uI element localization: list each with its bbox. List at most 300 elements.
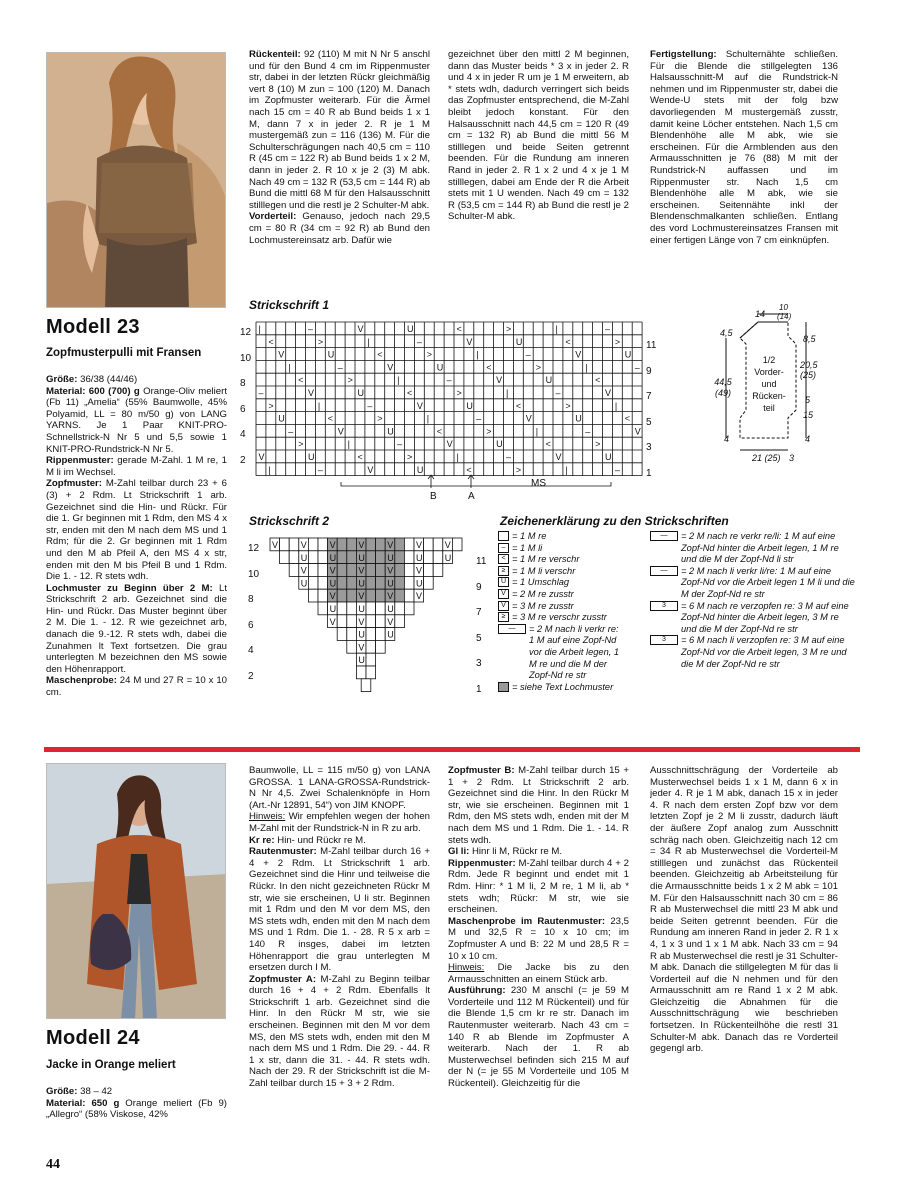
legend-text: = 1 M li verschr [512, 565, 576, 576]
stitch-symbol: < [515, 400, 522, 411]
legend-text: = 3 M re zusstr [512, 600, 574, 611]
stitch-symbol: | [426, 413, 430, 424]
schema-label-14b: (14) [777, 312, 792, 321]
stitch-symbol: V [358, 565, 365, 576]
schema-label-15: 15 [803, 410, 814, 420]
stitch-symbol: V [358, 591, 365, 602]
stitch-cell [308, 551, 318, 564]
legend-text: = siehe Text Lochmuster [512, 681, 614, 692]
stitch-cell [424, 576, 434, 589]
stitch-cell [424, 538, 434, 551]
stitch-cell [366, 602, 376, 615]
stitch-cell [376, 551, 386, 564]
paragraph-text: M-Zahl teilbar durch 4 + 2 Rdm. Jede R beginnt und endet mit 1 Rdm. Hinr: * 1 M li, 2 M re, 1 M li, ab * stets wdh; Rückr: M str, wie sie erscheinen. [448, 857, 629, 916]
stitch-symbol: > [317, 336, 324, 347]
stitch-symbol: V [555, 452, 562, 462]
stitch-symbol: < [268, 336, 274, 347]
stitch-cell [366, 589, 376, 602]
stitch-symbol: V [387, 616, 394, 627]
stitch-symbol: U [329, 604, 337, 614]
stitch-cell [366, 538, 376, 551]
legend-right [650, 531, 855, 670]
row-number: 5 [646, 416, 652, 428]
stitch-symbol: U [436, 362, 444, 373]
stitch-cell [308, 538, 318, 551]
paragraph: Ausschnittschrägung der Vorderteile ab Musterwechsel beids 1 x 1 M, dann 6 x in jeder 4. R je 1 M abk, danach 15 x in jeder 4. R nach dem ersten Zopf bzw vor dem letzten Zopf je 2 M li zusstr, dadurch läuft der äußere Zopf analog zum Ausschnitt schräg nach oben. Gleichzeitig nach 12 cm = 34 R ab Musterwechsel die Vorderteil-M stilllegen und zunächst das Rückenteil beenden. Gleichzeitig ab Arbeitsteilung für die Armausschnitte beids 1 x 2 M abk = 101 M. Für den Halsausschnitt nach 30 cm = 86 R ab Musterwechsel die mittl 23 M abk und beide Seiten getrennt beenden. Für die Rundung am inneren Rand in jeder 2. R 1 x 4, 1 x 3 und 1 x 1 M abk. Nach 33 cm = 94 R ab Musterwechsel die restl je 31 Schulter-M abk. Danach die stillgelegten M für das li Vorderteil auf die N nehmen und für den Armausschnitt am re Rand 1 x 2 M abk. Gleichzeitig die Abnahmen für die Ausschnittschrägung wie beschrieben fortsetzen. In Rückenteilhöhe die restl 31 Schulter-M abk. Danach das re Vorderteil gegengl arb. [650, 765, 838, 1055]
stitch-symbol: > [268, 400, 274, 411]
model-23-text-col1 [249, 49, 430, 281]
legend-text: = 3 M re verschr zusstr [512, 612, 607, 623]
model-23-subtitle: Zopfmusterpulli mit Fransen [46, 347, 202, 359]
paragraph [46, 1086, 227, 1098]
model-24-figure [47, 764, 226, 1019]
stitch-cell [366, 564, 376, 577]
stitch-symbol: – [416, 336, 422, 347]
stitch-symbol: U [466, 400, 473, 411]
stitch-cell [318, 551, 328, 564]
chart-2-grid [262, 534, 482, 694]
paragraph-text: Orange-Oliv meliert (Fb 11) „Amelia“ (55% Baumwolle, 45% Polyamid, LL = 80 m/50 g) von LANG YARNS. Je 1 Paar KNIT-PRO-Schnellstrick-N Nr 5 und 5,5 sowie 1 KNIT-PRO-Rundstrick-N Nr 5. [46, 385, 227, 455]
stitch-symbol: U [327, 349, 335, 360]
stitch-cell [347, 576, 357, 589]
stitch-cell [337, 564, 347, 577]
chart-1-ms-label: MS [531, 478, 546, 489]
stitch-cell [356, 666, 366, 679]
model-24-text-col1 [249, 765, 430, 1145]
stitch-symbol: V [308, 388, 315, 398]
stitch-symbol: | [614, 400, 618, 411]
legend-symbol [498, 682, 509, 692]
stitch-symbol: < [486, 362, 492, 373]
chart-1-arrow-a: A [468, 491, 475, 502]
stitch-symbol: > [506, 324, 512, 334]
stitch-cell [404, 589, 414, 602]
row-number: 6 [248, 619, 254, 631]
paragraph [448, 985, 629, 1089]
legend-entry [650, 601, 855, 636]
stitch-cell [308, 564, 318, 577]
row-number: 10 [248, 568, 260, 580]
paragraph-heading: Zopfmuster B: [448, 765, 515, 776]
stitch-symbol: U [515, 336, 523, 347]
paragraph [249, 974, 430, 1090]
stitch-symbol: U [387, 552, 394, 563]
stitch-symbol: > [486, 426, 492, 437]
legend-symbol: — [650, 566, 678, 576]
paragraph-heading: Rippenmuster: [46, 455, 114, 467]
stitch-symbol: U [278, 413, 285, 424]
row-number: 6 [240, 403, 246, 415]
stitch-symbol: < [377, 349, 383, 360]
legend-symbol: ≥ [498, 612, 509, 622]
stitch-symbol: | [367, 336, 370, 347]
stitch-cell [361, 679, 371, 692]
stitch-symbol: > [347, 375, 353, 386]
stitch-symbol: V [496, 375, 503, 386]
stitch-cell [289, 551, 299, 564]
paragraph-heading: Zopfmuster A: [249, 973, 317, 985]
stitch-cell [337, 589, 347, 602]
schema-label-10: 10 [779, 303, 788, 312]
legend-symbol: U [498, 577, 509, 587]
stitch-symbol: U [416, 578, 423, 589]
stitch-symbol: < [407, 388, 413, 398]
stitch-symbol: V [446, 439, 453, 450]
stitch-symbol: > [456, 388, 462, 398]
stitch-symbol: U [387, 604, 394, 614]
stitch-symbol: V [387, 362, 394, 373]
row-number: 12 [240, 327, 252, 338]
legend-text: = 2 M re zusstr [512, 588, 574, 599]
stitch-cell [289, 538, 299, 551]
stitch-symbol: | [347, 439, 350, 450]
stitch-symbol: – [317, 464, 323, 475]
stitch-symbol: | [476, 349, 479, 360]
stitch-symbol: – [525, 349, 531, 360]
stitch-cell [366, 576, 376, 589]
chart-2-right-rows [476, 549, 486, 703]
stitch-symbol: | [565, 464, 568, 475]
paragraph [46, 478, 227, 582]
stitch-cell [347, 589, 357, 602]
stitch-symbol: V [416, 540, 423, 550]
legend-text: = 6 M nach re verzopfen re: 3 M auf eine Zopf-Nd hinter die Arbeit legen, 3 M re und die M der Zopf-Nd re str [681, 600, 849, 634]
paragraph [448, 846, 629, 858]
paragraph [46, 455, 227, 478]
stitch-cell [347, 602, 357, 615]
model-24-specs [46, 1086, 227, 1146]
stitch-symbol: – [308, 324, 314, 334]
stitch-symbol: U [358, 552, 365, 563]
stitch-cell [424, 551, 434, 564]
legend-left [498, 531, 626, 693]
stitch-symbol: U [387, 426, 394, 437]
model-23-text-col2 [448, 49, 629, 281]
paragraph-text: Lt Strickschrift 2 arb. Gezeichnet sind die Hin- und Rückr. Das Muster beginnt über 2 M. Die 1. - 12. R wie gezeichnet arb, danach die 9.-12. R stets wdh, dabei die Zunahmen lt Text fortsetzen. Die grau unterlegten M bezeichnen den MS sowie den Höhenrapport. [46, 582, 227, 675]
stitch-symbol: V [300, 540, 307, 550]
paragraph-heading: Rippenmuster: [448, 857, 516, 869]
legend-text: = 1 M re verschr [512, 554, 580, 565]
paragraph [249, 49, 430, 211]
stitch-cell [366, 551, 376, 564]
paragraph-heading: Ausführung: [448, 985, 506, 997]
stitch-cell [404, 551, 414, 564]
paragraph [249, 765, 430, 811]
stitch-symbol: > [614, 336, 621, 347]
stitch-symbol: – [634, 362, 640, 373]
legend-symbol [498, 531, 509, 541]
stitch-symbol: | [288, 362, 291, 373]
model-23-photo [46, 52, 226, 308]
legend-symbol: V [498, 589, 509, 599]
stitch-symbol: | [555, 324, 558, 334]
legend-text: = 1 M re [512, 531, 547, 541]
paragraph-heading: Rautenmuster: [249, 846, 317, 858]
row-number: 7 [646, 391, 652, 403]
stitch-symbol: V [337, 426, 344, 437]
stitch-cell [347, 640, 357, 653]
stitch-symbol: V [272, 540, 279, 550]
stitch-symbol: < [298, 375, 304, 386]
stitch-symbol: V [387, 565, 394, 576]
stitch-cell [376, 628, 386, 641]
stitch-symbol: – [605, 324, 611, 334]
paragraph-text: gerade M-Zahl. 1 M re, 1 M li im Wechsel. [46, 455, 227, 478]
chart-1-grid [236, 318, 666, 508]
stitch-symbol: V [358, 540, 365, 550]
legend-entry [498, 543, 626, 555]
legend-text: = 6 M nach li verzopfen re: 3 M auf eine Zopf-Nd vor die Arbeit legen, 3 M re und die M der Zopf-Nd re str [681, 635, 847, 669]
paragraph-text: 24 M und 27 R = 10 x 10 cm. [46, 675, 227, 699]
stitch-cell [318, 602, 328, 615]
legend-entry [650, 531, 855, 566]
paragraph-text: Baumwolle, LL = 115 m/50 g) von LANA GROSSA. 1 LANA-GROSSA-Rundstrick-N Nr 4,5. Zwei Schalenknöpfe in Horn (Art.-Nr 12891, 54“) von JIM KNOPF. [249, 765, 430, 811]
stitch-cell [433, 538, 443, 551]
stitch-cell [280, 551, 290, 564]
stitch-cell [280, 538, 290, 551]
stitch-symbol: V [258, 452, 265, 462]
legend-entry [650, 635, 855, 670]
stitch-cell [366, 628, 376, 641]
stitch-symbol: V [444, 540, 451, 550]
row-number: 2 [248, 670, 254, 682]
stitch-cell [404, 576, 414, 589]
paragraph-text: M-Zahl teilbar durch 16 + 4 + 2 Rdm. Lt Strickschrift 1 arb. Gezeichnet sind die Hinr und teilweise die Rückr. In den nicht gezeichneten Rückr M str, wie sie erscheinen, U li str. Beginnen mit 1 Rdm und den M vor dem MS, den MS stets wdh, enden mit den M nach dem MS und 1 Rdm. Die 1. - 28. R 5 x arb = 140 R insges, dabei im letzten Höhenrapport die grau unterlegten M ersetzen durch I M. [249, 846, 430, 974]
paragraph-text: 36/38 (44/46) [77, 374, 138, 385]
stitch-symbol: V [525, 413, 532, 424]
stitch-symbol: U [416, 464, 424, 475]
model-23-specs [46, 374, 227, 746]
paragraph-text: M-Zahl zu Beginn teilbar durch 16 + 4 + 2 Rdm. Ebenfalls lt Strickschrift 1 arb. Gezeichnet sind die Hinr. In den Rückr M str, wie sie erscheinen. Beginnen mit den M vor dem MS, den MS stets wdh, enden mit den M nach dem MS und 1 Rdm. Die 29. - 44. R 1 x str, dann die 31. - 44. R stets wdh. Nach der 29. R der Strickschrift ist die M-Zahl teilbar durch 15 + 3 + 2 Rdm. [249, 973, 430, 1090]
stitch-cell [366, 640, 376, 653]
paragraph-note: Hinweis: [249, 811, 286, 823]
stitch-symbol: U [300, 552, 308, 563]
stitch-symbol: | [397, 375, 400, 386]
chart-1-left-rows [240, 320, 254, 474]
stitch-symbol: < [456, 324, 462, 334]
stitch-symbol: U [444, 552, 452, 563]
stitch-symbol: U [545, 375, 553, 386]
row-number: 9 [646, 365, 652, 377]
stitch-symbol: V [416, 591, 423, 602]
paragraph-heading: Lochmuster zu Beginn über 2 M: [46, 582, 213, 594]
stitch-symbol: V [605, 388, 612, 398]
stitch-symbol: V [387, 540, 394, 550]
paragraph-heading: Gl li: [448, 846, 470, 858]
stitch-symbol: U [387, 629, 394, 640]
stitch-symbol: V [357, 324, 364, 334]
stitch-cell [404, 564, 414, 577]
stitch-cell [395, 551, 405, 564]
stitch-cell [347, 615, 357, 628]
schema-label-4-left: 4 [724, 434, 730, 444]
page-number: 44 [46, 1157, 60, 1172]
paragraph [46, 374, 227, 386]
paragraph [46, 1098, 227, 1121]
stitch-cell [366, 615, 376, 628]
paragraph-heading: Fertigstellung: [650, 49, 717, 60]
stitch-symbol: – [397, 439, 403, 450]
stitch-cell [318, 589, 328, 602]
stitch-cell [318, 564, 328, 577]
stitch-symbol: V [329, 616, 336, 627]
paragraph [448, 765, 629, 846]
stitch-symbol: > [535, 362, 541, 373]
legend-symbol: < [498, 554, 509, 564]
stitch-cell [337, 551, 347, 564]
chart-1-right-rows [646, 333, 660, 487]
legend-symbol: – [498, 543, 509, 553]
stitch-symbol: U [575, 413, 582, 424]
legend-text: = 2 M nach li verkr li/re: 1 M auf eine Zopf-Nd vor die Arbeit legen 1 M li und die M der Zopf-Nd re str [681, 565, 855, 599]
stitch-symbol: U [624, 349, 632, 360]
legend-entry [498, 577, 626, 589]
schema-label-4-right: 4 [805, 434, 811, 444]
row-number: 7 [476, 607, 482, 619]
row-number: 1 [646, 467, 652, 479]
stitch-symbol: V [358, 642, 365, 653]
stitch-symbol: – [614, 464, 620, 475]
schema-label-4-5: 4,5 [720, 328, 733, 338]
paragraph [650, 49, 838, 246]
paragraph-text: Wir empfehlen wegen der hohen M-Zahl mit der Rundstrick-N in R zu arb. [249, 811, 430, 834]
model-23-title: Modell 23 [46, 316, 140, 338]
stitch-symbol: – [258, 388, 264, 398]
stitch-symbol: < [327, 413, 334, 424]
stitch-cell [347, 538, 357, 551]
stitch-symbol: | [258, 324, 261, 334]
section-divider [44, 747, 860, 752]
model-24-text-col2 [448, 765, 629, 1145]
stitch-cell [347, 551, 357, 564]
legend-text: = 1 Umschlag [512, 577, 570, 588]
legend-text: = 2 M nach re verkr re/li: 1 M auf eine Zopf-Nd hinter die Arbeit legen, 1 M re und die M der Zopf-Nd li str [681, 531, 839, 565]
stitch-symbol: > [595, 439, 601, 450]
stitch-symbol: U [329, 552, 337, 563]
stitch-symbol: U [387, 578, 394, 589]
stitch-symbol: > [298, 439, 304, 450]
paragraph-text: 230 M anschl (= je 59 M Vorderteile und 112 M Rückenteil) und für die Blende 1,5 cm kr re str. Danach im Rautenmuster weiterarb. Nach 43 cm = 140 R ab Blende im Zopfmuster A weiterarb. Nach der 1. R ab Musterwechsel befinden sich 215 M auf der N (= je 55 M Vorderteile und 105 M Rückenteil). Gleichzeitig für die [448, 985, 629, 1090]
stitch-cell [337, 615, 347, 628]
paragraph-heading: Kr re: [249, 834, 275, 846]
legend-symbol: 3 [650, 601, 678, 611]
row-number: 8 [240, 378, 246, 390]
stitch-cell [366, 653, 376, 666]
stitch-cell [337, 602, 347, 615]
stitch-symbol: U [358, 629, 365, 640]
row-number: 11 [476, 556, 487, 567]
stitch-symbol: < [624, 413, 631, 424]
model-24-title: Modell 24 [46, 1027, 140, 1049]
stitch-cell [289, 564, 299, 577]
stitch-cell [376, 564, 386, 577]
paragraph [448, 962, 629, 985]
model-24-photo [46, 763, 226, 1019]
stitch-cell [308, 589, 318, 602]
schema-label-20-5: 20,5 (25) [800, 360, 818, 380]
stitch-symbol: V [387, 591, 394, 602]
row-number: 10 [240, 352, 252, 364]
row-number: 11 [646, 340, 657, 351]
stitch-symbol: | [585, 362, 588, 373]
chart-2-title: Strickschrift 2 [249, 514, 330, 528]
stitch-symbol: U [358, 604, 365, 614]
stitch-symbol: < [466, 464, 472, 475]
stitch-cell [395, 615, 405, 628]
stitch-symbol: – [367, 400, 373, 411]
paragraph-text: Hinr li M, Rückr re M. [469, 846, 563, 858]
stitch-symbol: U [496, 439, 503, 450]
stitch-symbol: – [288, 426, 294, 437]
legend-symbol: — [650, 531, 678, 541]
stitch-symbol: | [456, 452, 459, 462]
legend-entry [498, 566, 626, 578]
paragraph-text: 38 – 42 [77, 1086, 113, 1097]
stitch-cell [347, 564, 357, 577]
stitch-cell [376, 640, 386, 653]
stitch-symbol: > [407, 452, 413, 462]
stitch-symbol: – [446, 375, 452, 386]
schema-label-21: 21 (25) [752, 453, 781, 463]
paragraph-text: 92 (110) M mit N Nr 5 anschl und für den Bund 4 cm im Rippenmuster str, dabei in der letzten Rückr gleichmäßig vert 8 (10) M zun = 100 (120) M. Danach im Zopfmuster weiterarb. Für die Ärmel nach 15 cm = 40 R ab Bund beids 1 x 1 M, dann 7 x in jeder 2. R je 1 M mustergemäß zun = 116 (136) M. Für die Schulterschrägungen nach 40,5 cm = 110 R (45 cm = 122 R) ab Bund beids 1 x 2 M, dann in jeder 2. R 10 x je 2 (3) M abk. Nach 49 cm = 132 R (53,5 cm = 144 R) ab Bund die mittl 68 M für den Halsausschnitt stilllegen und die restl je 2 Schulter-M abk. [249, 49, 430, 211]
stitch-symbol: | [268, 464, 271, 475]
paragraph [46, 583, 227, 676]
legend-symbol: ≥ [498, 566, 509, 576]
stitch-symbol: U [416, 552, 423, 563]
legend-symbol: V [498, 601, 509, 611]
stitch-cell [433, 551, 443, 564]
paragraph-heading: Größe: [46, 1086, 78, 1097]
stitch-cell [308, 576, 318, 589]
paragraph-text: M-Zahl teilbar durch 15 + 1 + 2 Rdm. Lt Strickschrift 2 arb. Gezeichnet sind die Hinr. In den Rückr M str, wie sie erscheinen. Beginnen mit 1 Rdm, den MS stets wdh, enden mit der M nach dem MS und 1 Rdm. Die 1. - 14. R stets wdh. [448, 765, 629, 846]
stitch-symbol: V [278, 349, 285, 360]
stitch-symbol: U [357, 388, 364, 398]
stitch-symbol: V [416, 565, 423, 576]
row-number: 2 [240, 454, 246, 466]
stitch-symbol: | [535, 426, 539, 437]
paragraph-text: Die Jacke bis zu den Armausschnitten an einem Stück arb. [448, 962, 629, 985]
chart-1-title: Strickschrift 1 [249, 298, 330, 312]
legend-text: = 2 M nach li verkr re: 1 M auf eine Zopf-Nd vor die Arbeit legen, 1 M re und die M der Zopf-Nd re str [529, 623, 620, 681]
legend-text: = 1 M li [512, 542, 543, 553]
legend-entry [498, 601, 626, 613]
stitch-symbol: V [329, 565, 336, 576]
stitch-symbol: < [565, 336, 571, 347]
stitch-cell [337, 538, 347, 551]
legend-entry [498, 682, 626, 694]
paragraph [249, 846, 430, 974]
chart-2-left-rows [248, 536, 259, 690]
stitch-symbol: | [317, 400, 321, 411]
stitch-cell [452, 538, 462, 551]
stitch-symbol: V [416, 400, 423, 411]
stitch-symbol: V [329, 540, 336, 550]
paragraph-text: Schulternähte schließen. Für die Blende die stillgelegten 136 Halsausschnitt-M auf die Rundstrick-N nehmen und im Rippenmuster str, dabei die Wende-U stets mit der folg bzw davorliegenden M mustergemäß zusstr, damit keine Löcher entstehen. Nach 1,5 cm Blendenhöhe alle M abk, wie sie erscheinen. Für die Armblenden aus den Armausschnitten je 76 (88) M mit der Rundstrick-N auffassen und im Rippenmuster str. Nach 1,5 cm Blendenhöhe alle M abk, wie sie erscheinen. Seitennähte inkl der Blendenschmalkanten schließen. Entlang des vord Lochmustereinsatzes Fransen mit einer fertigen Länge von 7 cm einknüpfen. [650, 49, 838, 246]
row-number: 4 [240, 429, 246, 441]
stitch-symbol: U [300, 578, 308, 589]
stitch-cell [337, 628, 347, 641]
paragraph-heading: Vorderteil: [249, 211, 297, 223]
legend-entry [498, 531, 626, 543]
stitch-symbol: – [555, 388, 561, 398]
paragraph-text: Genauso, jedoch nach 29,5 cm = 80 R (34 cm = 92 R) ab Bund den Lochmustereinsatz arb. Dafür wie [249, 211, 430, 246]
legend-entry [498, 612, 626, 624]
paragraph-text: Hin- und Rückr re M. [274, 834, 366, 846]
stitch-symbol: > [377, 413, 383, 424]
paragraph [249, 811, 430, 834]
stitch-cell [347, 628, 357, 641]
legend-entry [498, 589, 626, 601]
